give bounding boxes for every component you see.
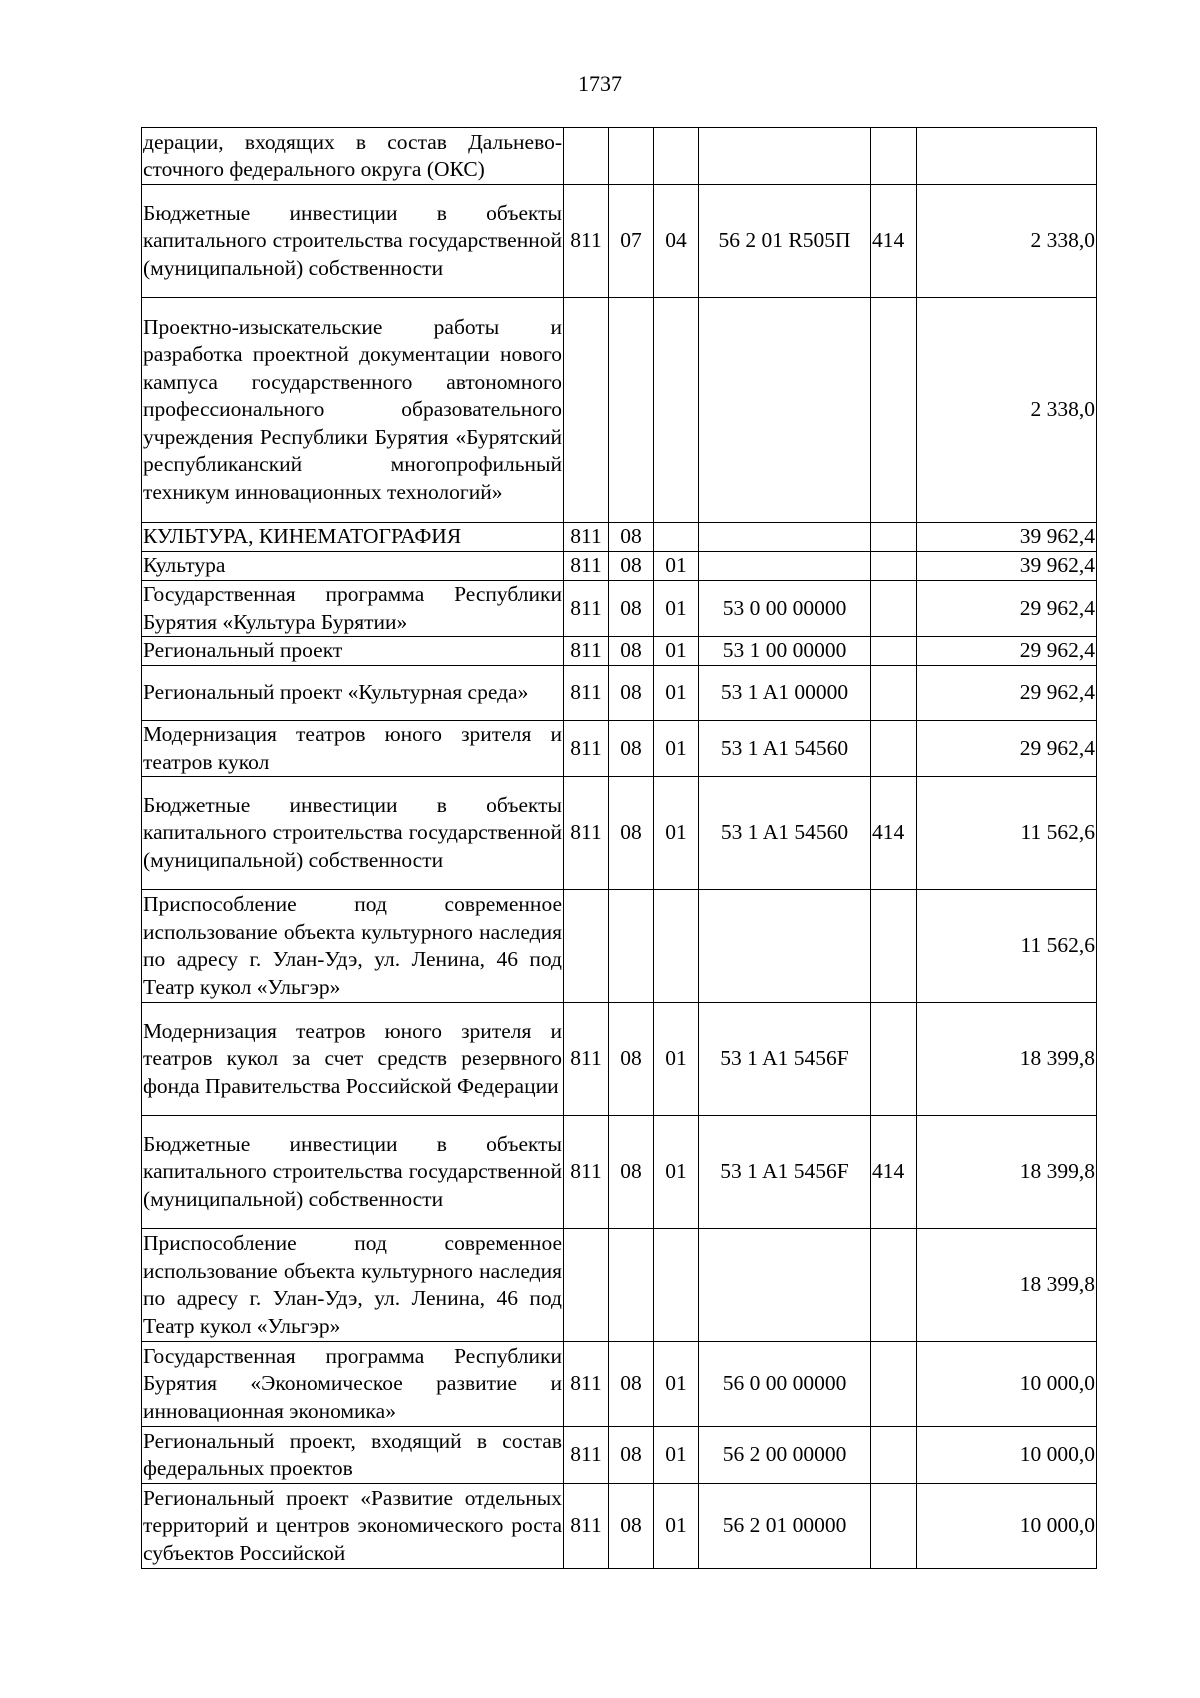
target-article-cell: 53 1 00 00000 (699, 637, 871, 666)
target-article-cell (699, 552, 871, 581)
expense-type-cell (871, 721, 917, 777)
expense-type-cell: 414 (871, 777, 917, 890)
table-row (142, 1484, 1097, 1569)
table-row (142, 552, 1097, 581)
table-row (142, 721, 1097, 777)
section-code-cell: 08 (609, 1484, 654, 1569)
ved-code-cell: 811 (564, 666, 609, 721)
subsection-code-cell: 01 (654, 721, 699, 777)
amount-cell: 29 962,4 (917, 581, 1097, 637)
subsection-code-cell: 01 (654, 581, 699, 637)
budget-table-body (142, 128, 1097, 1569)
row-name-cell: КУЛЬТУРА, КИНЕМАТОГРАФИЯ (142, 523, 564, 552)
section-code-cell: 08 (609, 581, 654, 637)
ved-code-cell (564, 890, 609, 1003)
target-article-cell: 56 2 01 R505П (699, 185, 871, 298)
section-code-cell: 08 (609, 1427, 654, 1484)
subsection-code-cell: 01 (654, 1342, 699, 1427)
expense-type-cell: 414 (871, 1116, 917, 1229)
expense-type-cell (871, 1427, 917, 1484)
ved-code-cell (564, 128, 609, 185)
target-article-cell: 53 1 A1 54560 (699, 777, 871, 890)
subsection-code-cell: 01 (654, 1003, 699, 1116)
amount-cell: 39 962,4 (917, 552, 1097, 581)
row-name-cell: Государственная программа Республики Бурятия «Культура Бурятии» (142, 581, 564, 637)
subsection-code-cell: 01 (654, 1427, 699, 1484)
ved-code-cell: 811 (564, 637, 609, 666)
target-article-cell (699, 298, 871, 523)
target-article-cell (699, 523, 871, 552)
target-article-cell: 56 2 00 00000 (699, 1427, 871, 1484)
row-name-cell: дерации, входящих в состав Дальнево-сточного федерального округа (ОКС) (142, 128, 564, 185)
table-row (142, 777, 1097, 890)
section-code-cell: 07 (609, 185, 654, 298)
ved-code-cell: 811 (564, 552, 609, 581)
expense-type-cell (871, 666, 917, 721)
target-article-cell: 53 1 A1 00000 (699, 666, 871, 721)
row-name-cell: Региональный проект «Культурная среда» (142, 666, 564, 721)
row-name-cell: Бюджетные инвестиции в объекты капитального строительства государственной (муниципальной) собственности (142, 777, 564, 890)
subsection-code-cell (654, 128, 699, 185)
section-code-cell: 08 (609, 721, 654, 777)
ved-code-cell: 811 (564, 1116, 609, 1229)
ved-code-cell: 811 (564, 721, 609, 777)
amount-cell: 2 338,0 (917, 185, 1097, 298)
ved-code-cell: 811 (564, 185, 609, 298)
amount-cell (917, 128, 1097, 185)
amount-cell: 29 962,4 (917, 637, 1097, 666)
table-row (142, 298, 1097, 523)
amount-cell: 39 962,4 (917, 523, 1097, 552)
amount-cell: 18 399,8 (917, 1229, 1097, 1342)
expense-type-cell (871, 637, 917, 666)
table-row (142, 1003, 1097, 1116)
table-row (142, 666, 1097, 721)
table-row (142, 581, 1097, 637)
amount-cell: 29 962,4 (917, 721, 1097, 777)
amount-cell: 10 000,0 (917, 1427, 1097, 1484)
target-article-cell (699, 128, 871, 185)
row-name-cell: Региональный проект, входящий в состав федеральных проектов (142, 1427, 564, 1484)
target-article-cell (699, 890, 871, 1003)
section-code-cell (609, 1229, 654, 1342)
target-article-cell: 56 2 01 00000 (699, 1484, 871, 1569)
row-name-cell: Бюджетные инвестиции в объекты капитального строительства государственной (муниципальной) собственности (142, 1116, 564, 1229)
expense-type-cell (871, 1484, 917, 1569)
row-name-cell: Модернизация театров юного зрителя и театров кукол за счет средств резервного фонда Правительства Российской Федерации (142, 1003, 564, 1116)
amount-cell: 18 399,8 (917, 1003, 1097, 1116)
row-name-cell: Бюджетные инвестиции в объекты капитального строительства государственной (муниципальной) собственности (142, 185, 564, 298)
section-code-cell: 08 (609, 666, 654, 721)
ved-code-cell: 811 (564, 1342, 609, 1427)
expense-type-cell (871, 523, 917, 552)
section-code-cell: 08 (609, 1003, 654, 1116)
section-code-cell: 08 (609, 637, 654, 666)
section-code-cell (609, 890, 654, 1003)
subsection-code-cell (654, 1229, 699, 1342)
ved-code-cell: 811 (564, 523, 609, 552)
target-article-cell: 53 0 00 00000 (699, 581, 871, 637)
table-row (142, 1229, 1097, 1342)
subsection-code-cell: 01 (654, 1116, 699, 1229)
ved-code-cell: 811 (564, 1484, 609, 1569)
target-article-cell: 53 1 A1 54560 (699, 721, 871, 777)
amount-cell: 11 562,6 (917, 777, 1097, 890)
table-row (142, 523, 1097, 552)
subsection-code-cell: 01 (654, 777, 699, 890)
target-article-cell (699, 1229, 871, 1342)
ved-code-cell (564, 1229, 609, 1342)
amount-cell: 2 338,0 (917, 298, 1097, 523)
row-name-cell: Приспособление под современное использование объекта культурного наследия по адресу г. Улан-Удэ, ул. Ленина, 46 под Театр кукол «Ульгэр» (142, 1229, 564, 1342)
page-number: 1737 (578, 71, 622, 96)
amount-cell: 10 000,0 (917, 1484, 1097, 1569)
target-article-cell: 56 0 00 00000 (699, 1342, 871, 1427)
expense-type-cell (871, 1229, 917, 1342)
subsection-code-cell (654, 890, 699, 1003)
ved-code-cell: 811 (564, 581, 609, 637)
row-name-cell: Региональный проект (142, 637, 564, 666)
expense-type-cell (871, 552, 917, 581)
budget-table (141, 127, 1097, 1569)
expense-type-cell (871, 298, 917, 523)
row-name-cell: Модернизация театров юного зрителя и театров кукол (142, 721, 564, 777)
amount-cell: 11 562,6 (917, 890, 1097, 1003)
expense-type-cell (871, 128, 917, 185)
subsection-code-cell: 01 (654, 637, 699, 666)
ved-code-cell: 811 (564, 1003, 609, 1116)
subsection-code-cell: 01 (654, 1484, 699, 1569)
table-row (142, 128, 1097, 185)
subsection-code-cell (654, 298, 699, 523)
table-row (142, 1427, 1097, 1484)
subsection-code-cell: 01 (654, 552, 699, 581)
target-article-cell: 53 1 A1 5456F (699, 1116, 871, 1229)
amount-cell: 10 000,0 (917, 1342, 1097, 1427)
ved-code-cell (564, 298, 609, 523)
target-article-cell: 53 1 A1 5456F (699, 1003, 871, 1116)
ved-code-cell: 811 (564, 1427, 609, 1484)
table-row (142, 637, 1097, 666)
table-row (142, 890, 1097, 1003)
row-name-cell: Приспособление под современное использование объекта культурного наследия по адресу г. Улан-Удэ, ул. Ленина, 46 под Театр кукол «Ульгэр» (142, 890, 564, 1003)
expense-type-cell (871, 1003, 917, 1116)
section-code-cell (609, 298, 654, 523)
expense-type-cell (871, 581, 917, 637)
subsection-code-cell: 01 (654, 666, 699, 721)
section-code-cell: 08 (609, 1342, 654, 1427)
row-name-cell: Проектно-изыскательские работы и разработка проектной документации нового кампуса государственного автономного профессионального образовательного учреждения Республики Бурятия «Бурятский республиканский многопрофильный техникум инновационных технологий» (142, 298, 564, 523)
table-row (142, 1342, 1097, 1427)
subsection-code-cell (654, 523, 699, 552)
row-name-cell: Культура (142, 552, 564, 581)
section-code-cell: 08 (609, 552, 654, 581)
section-code-cell: 08 (609, 777, 654, 890)
table-row (142, 185, 1097, 298)
amount-cell: 29 962,4 (917, 666, 1097, 721)
expense-type-cell (871, 1342, 917, 1427)
subsection-code-cell: 04 (654, 185, 699, 298)
amount-cell: 18 399,8 (917, 1116, 1097, 1229)
section-code-cell: 08 (609, 523, 654, 552)
row-name-cell: Региональный проект «Развитие отдельных территорий и центров экономического роста субъектов Российской (142, 1484, 564, 1569)
row-name-cell: Государственная программа Республики Бурятия «Экономическое развитие и инновационная экономика» (142, 1342, 564, 1427)
table-row (142, 1116, 1097, 1229)
section-code-cell (609, 128, 654, 185)
expense-type-cell: 414 (871, 185, 917, 298)
expense-type-cell (871, 890, 917, 1003)
ved-code-cell: 811 (564, 777, 609, 890)
section-code-cell: 08 (609, 1116, 654, 1229)
